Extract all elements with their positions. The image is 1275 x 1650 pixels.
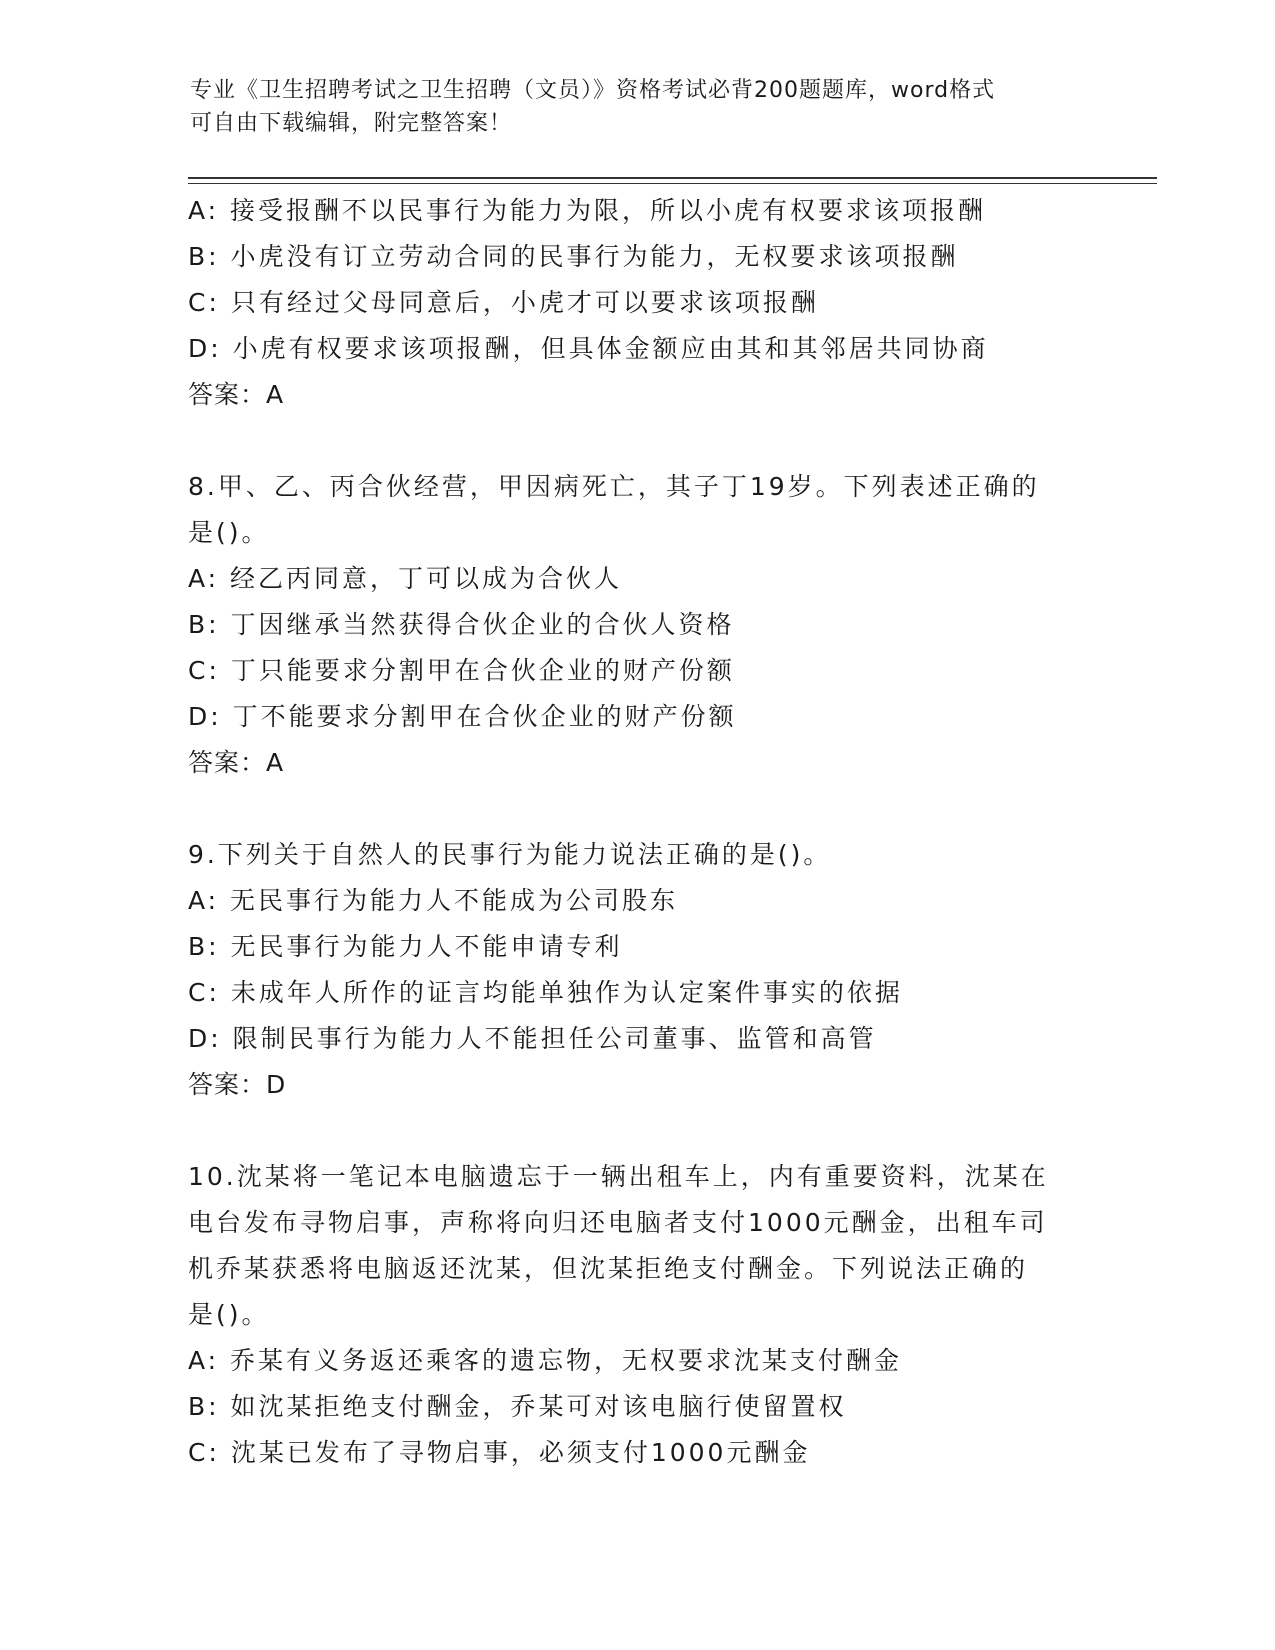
question-9-block bbox=[188, 832, 1088, 1108]
question-stem: 10.沈某将一笔记本电脑遗忘于一辆出租车上，内有重要资料，沈某在 bbox=[188, 1162, 1049, 1191]
option-b: B: 小虎没有订立劳动合同的民事行为能力，无权要求该项报酬 bbox=[188, 242, 959, 271]
question-stem: 8.甲、乙、丙合伙经营，甲因病死亡，其子丁19岁。下列表述正确的 bbox=[188, 472, 1040, 501]
option-a: A: 经乙丙同意，丁可以成为合伙人 bbox=[188, 564, 623, 593]
answer-line: 答案：A bbox=[188, 380, 285, 409]
question-8-block bbox=[188, 464, 1088, 786]
option-d: D: 小虎有权要求该项报酬，但具体金额应由其和其邻居共同协商 bbox=[188, 334, 989, 363]
option-a: A: 无民事行为能力人不能成为公司股东 bbox=[188, 886, 679, 915]
option-a: A: 接受报酬不以民事行为能力为限，所以小虎有权要求该项报酬 bbox=[188, 196, 987, 225]
option-c: C: 丁只能要求分割甲在合伙企业的财产份额 bbox=[188, 656, 735, 685]
option-b: B: 丁因继承当然获得合伙企业的合伙人资格 bbox=[188, 610, 735, 639]
answer-line: 答案：A bbox=[188, 748, 285, 777]
option-c: C: 只有经过父母同意后，小虎才可以要求该项报酬 bbox=[188, 288, 819, 317]
header-line-1: 专业《卫生招聘考试之卫生招聘（文员）》资格考试必背200题题库，word格式 bbox=[190, 78, 996, 103]
spacer bbox=[188, 1108, 1088, 1154]
question-10-block bbox=[188, 1154, 1088, 1476]
header-divider-thin bbox=[188, 183, 1157, 184]
spacer bbox=[188, 418, 1088, 464]
question-stem-cont: 是()。 bbox=[188, 1300, 270, 1329]
option-d: D: 限制民事行为能力人不能担任公司董事、监管和高管 bbox=[188, 1024, 877, 1053]
option-a: A: 乔某有义务返还乘客的遗忘物，无权要求沈某支付酬金 bbox=[188, 1346, 903, 1375]
option-d: D: 丁不能要求分割甲在合伙企业的财产份额 bbox=[188, 702, 737, 731]
option-b: B: 如沈某拒绝支付酬金，乔某可对该电脑行使留置权 bbox=[188, 1392, 847, 1421]
option-b: B: 无民事行为能力人不能申请专利 bbox=[188, 932, 623, 961]
spacer bbox=[188, 786, 1088, 832]
question-stem-cont: 机乔某获悉将电脑返还沈某，但沈某拒绝支付酬金。下列说法正确的 bbox=[188, 1254, 1029, 1283]
answer-line: 答案：D bbox=[188, 1070, 287, 1099]
header-line-2: 可自由下载编辑，附完整答案！ bbox=[190, 111, 513, 136]
question-stem-cont: 是()。 bbox=[188, 518, 270, 547]
question-list bbox=[188, 188, 1088, 1476]
question-7-block bbox=[188, 188, 1088, 418]
question-stem: 9.下列关于自然人的民事行为能力说法正确的是()。 bbox=[188, 840, 832, 869]
question-stem-cont: 电台发布寻物启事，声称将向归还电脑者支付1000元酬金，出租车司 bbox=[188, 1208, 1048, 1237]
document-header bbox=[190, 74, 1090, 140]
option-c: C: 沈某已发布了寻物启事，必须支付1000元酬金 bbox=[188, 1438, 811, 1467]
header-divider bbox=[188, 177, 1157, 179]
option-c: C: 未成年人所作的证言均能单独作为认定案件事实的依据 bbox=[188, 978, 903, 1007]
